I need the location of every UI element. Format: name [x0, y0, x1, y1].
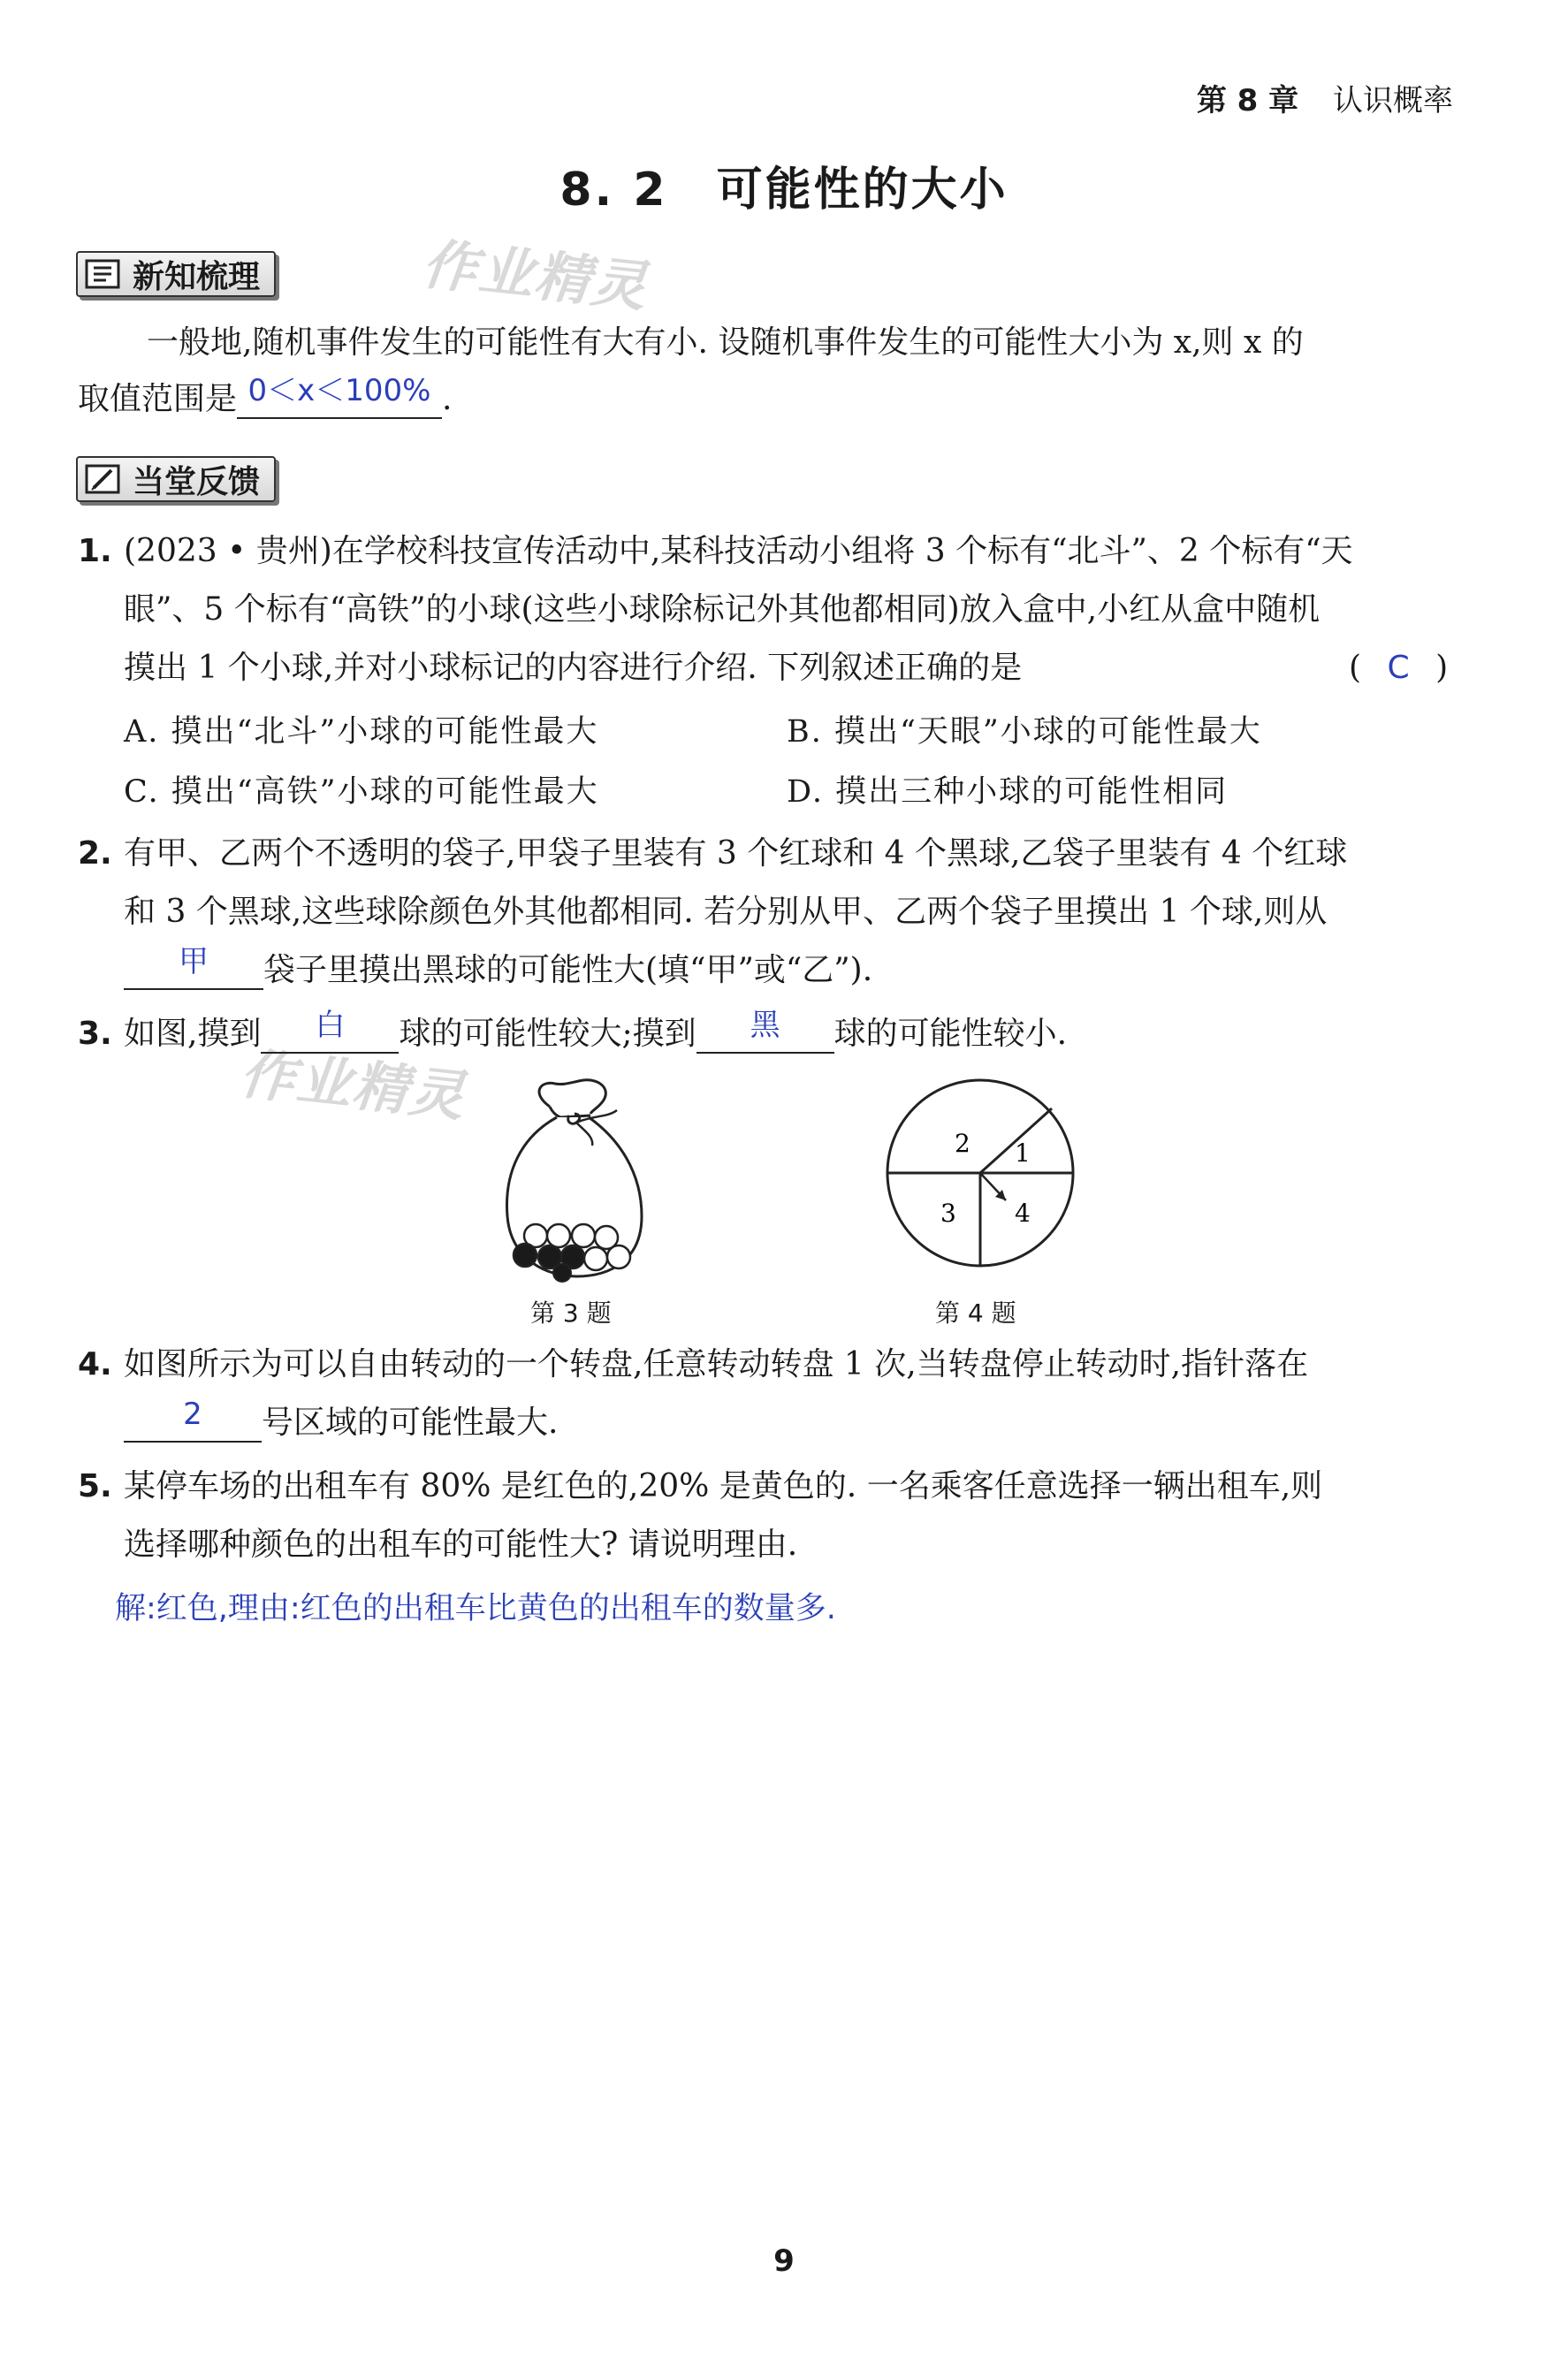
- paren-close: ): [1435, 650, 1449, 686]
- section-label: 当堂反馈: [133, 463, 261, 500]
- knowledge-text: 一般地,随机事件发生的可能性有大有小. 设随机事件发生的可能性大小为 x,则 x 的: [147, 324, 1304, 361]
- option-a: A. 摸出“北斗”小球的可能性最大: [124, 714, 599, 750]
- solution-text: 解:红色,理由:红色的出租车比黄色的出租车的数量多.: [115, 1591, 836, 1626]
- answer-blank: [237, 373, 442, 419]
- figure-4-caption: 第 4 题: [935, 1298, 1016, 1328]
- page-title: 8. 2 可能性的大小: [559, 164, 1009, 217]
- answer-text: 2: [183, 1397, 202, 1432]
- answer-text: 白: [315, 1008, 346, 1043]
- answer-blank: [696, 1008, 834, 1054]
- answer-text: 甲: [179, 944, 209, 979]
- spinner-label-4: 4: [1015, 1199, 1031, 1228]
- question-2-suffix: 袋子里摸出黑球的可能性大(填“甲”或“乙”).: [263, 952, 873, 988]
- question-number: 5.: [78, 1468, 112, 1504]
- spinner-figure: [884, 1077, 1077, 1269]
- question-number: 2.: [78, 835, 112, 872]
- spinner-label-2: 2: [955, 1129, 970, 1158]
- question-1-line1: (2023 • 贵州)在学校科技宣传活动中,某科技活动小组将 3 个标有“北斗”、2 个标有“天: [124, 533, 1353, 569]
- spinner-label-3: 3: [940, 1199, 956, 1228]
- option-d: D. 摸出三种小球的可能性相同: [787, 774, 1229, 810]
- knowledge-text-line2: [78, 373, 453, 419]
- question-3-line1: [124, 1008, 1068, 1054]
- watermark: 作业精灵: [237, 1040, 469, 1130]
- question-5-line2: 选择哪种颜色的出租车的可能性大? 请说明理由.: [124, 1527, 798, 1563]
- question-3-suffix: 球的可能性较小.: [833, 1016, 1068, 1052]
- paren-open: (: [1349, 650, 1362, 686]
- question-2-line1: 有甲、乙两个不透明的袋子,甲袋子里装有 3 个红球和 4 个黑球,乙袋子里装有 4 个红球: [124, 835, 1348, 872]
- pencil-icon: [85, 463, 120, 495]
- answer-blank: [261, 1008, 399, 1054]
- question-number: 3.: [78, 1016, 112, 1052]
- page-header: [1197, 76, 1453, 119]
- black-ball: [553, 1264, 571, 1282]
- knowledge-prefix: 取值范围是: [78, 381, 238, 417]
- question-number: 1.: [78, 533, 112, 569]
- option-b: B. 摸出“天眼”小球的可能性最大: [787, 714, 1262, 750]
- white-ball: [607, 1245, 630, 1268]
- question-2-line2: 和 3 个黑球,这些球除颜色外其他都相同. 若分别从甲、乙两个袋子里摸出 1 个球,则从: [124, 894, 1328, 930]
- question-3-middle: 球的可能性较大;摸到: [399, 1016, 696, 1052]
- answer-text: 0＜x＜100%: [247, 373, 431, 408]
- bag-of-balls-figure: [495, 1075, 654, 1287]
- question-2-line3: [124, 944, 873, 990]
- question-5-line1: 某停车场的出租车有 80% 是红色的,20% 是黄色的. 一名乘客任意选择一辆出租车,则: [124, 1468, 1323, 1504]
- period: .: [442, 381, 453, 417]
- section-header-class-feedback: [76, 456, 276, 502]
- white-ball: [572, 1224, 595, 1247]
- chapter-title: 认识概率: [1333, 83, 1453, 118]
- watermark: 作业精灵: [419, 231, 651, 320]
- section-label: 新知梳理: [133, 258, 261, 295]
- spinner-label-1: 1: [1015, 1138, 1031, 1168]
- option-c: C. 摸出“高铁”小球的可能性最大: [124, 774, 599, 810]
- figure-3-caption: 第 3 题: [530, 1298, 612, 1328]
- question-number: 4.: [78, 1346, 112, 1382]
- chapter-number: 第 8 章: [1196, 83, 1299, 118]
- answer-text: 黑: [750, 1008, 780, 1043]
- answer-blank: [124, 944, 263, 990]
- page-number: 9: [773, 2243, 795, 2279]
- question-4-line1: 如图所示为可以自由转动的一个转盘,任意转动转盘 1 次,当转盘停止转动时,指针落在: [124, 1346, 1309, 1382]
- question-4-suffix: 号区域的可能性最大.: [262, 1405, 559, 1441]
- white-ball: [584, 1247, 607, 1270]
- question-3-prefix: 如图,摸到: [124, 1016, 262, 1052]
- answer-parentheses: [1349, 649, 1448, 688]
- section-header-new-knowledge: [76, 251, 276, 297]
- question-1-line3: 摸出 1 个小球,并对小球标记的内容进行介绍. 下列叙述正确的是: [124, 650, 1023, 686]
- answer-text: C: [1387, 650, 1410, 686]
- question-4-line2: [124, 1397, 559, 1443]
- white-ball: [547, 1224, 570, 1247]
- book-icon: [85, 258, 120, 290]
- black-ball: [514, 1244, 537, 1267]
- question-1-line2: 眼”、5 个标有“高铁”的小球(这些小球除标记外其他都相同)放入盒中,小红从盒中随机: [124, 591, 1321, 628]
- answer-blank: [124, 1397, 262, 1443]
